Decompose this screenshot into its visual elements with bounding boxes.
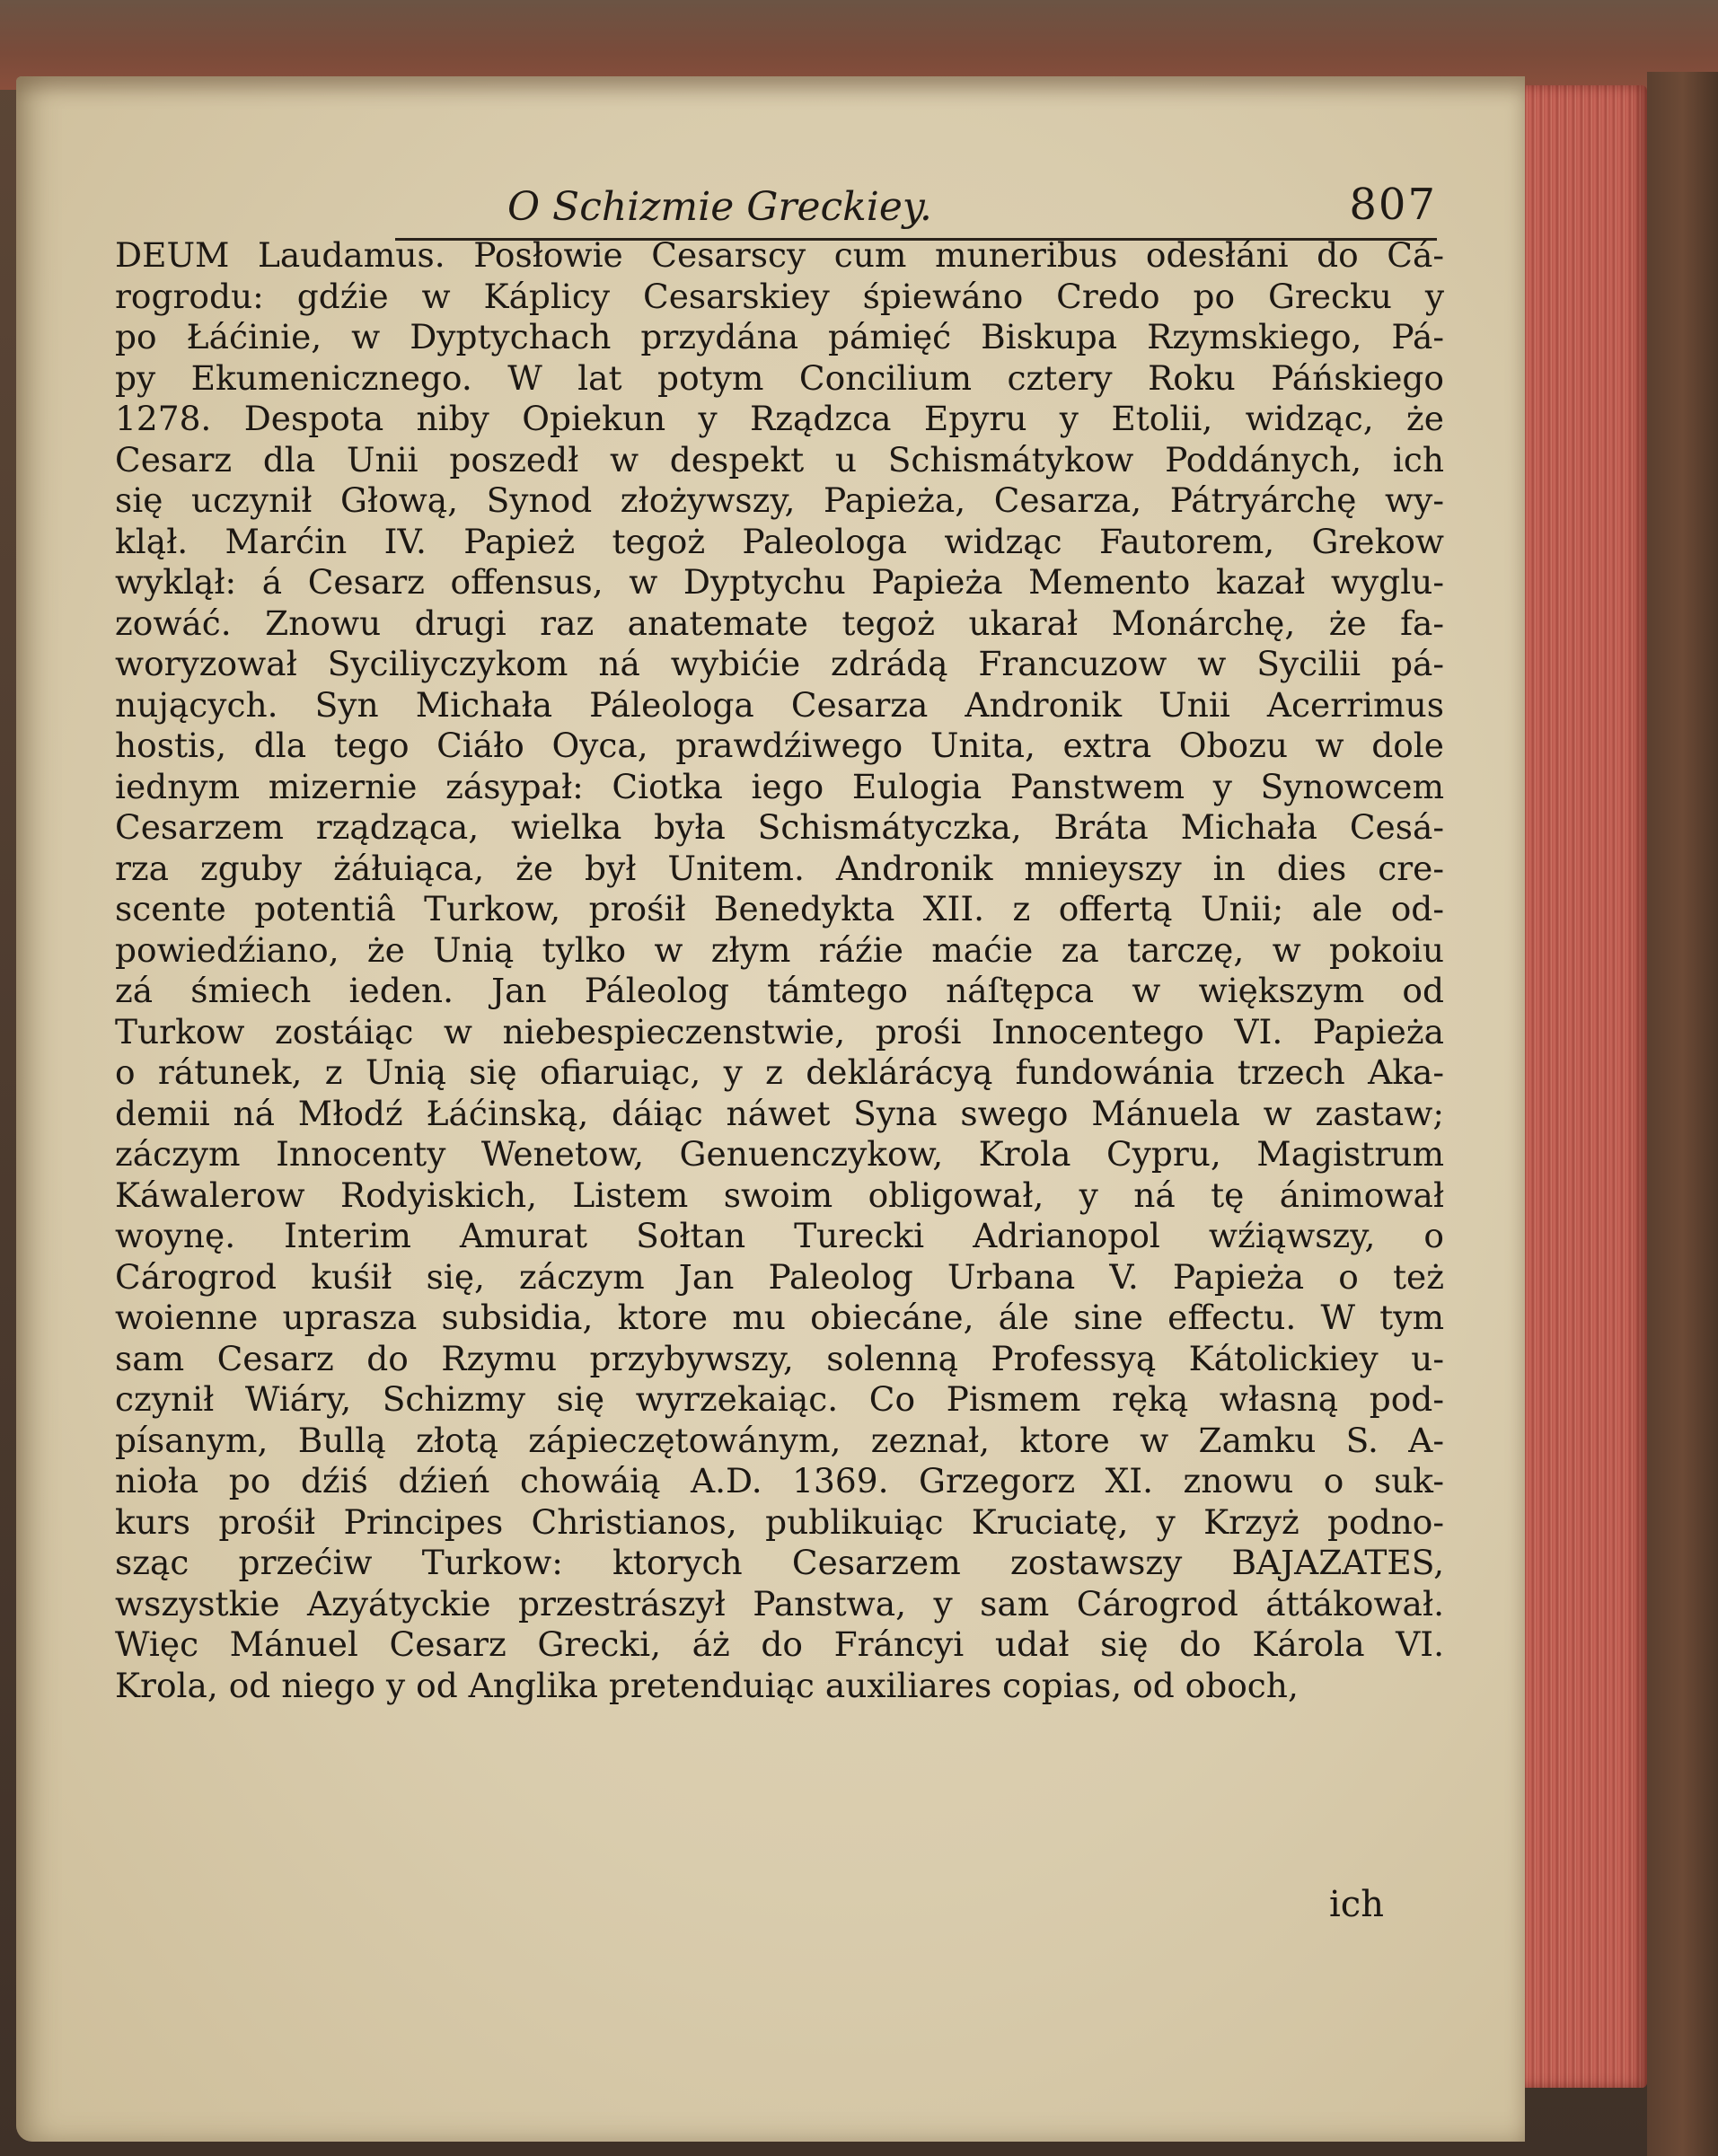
text-line: po Łáćinie, w Dyptychach przydána pámięć Biskupa Rzymskiego, Pá- <box>115 317 1444 356</box>
text-line: 1278. Despota niby Opiekun y Rządzca Epyru y Etolii, widząc, że <box>115 399 1444 438</box>
text-line: DEUM Laudamus. Posłowie Cesarscy cum muneribus odesłáni do Cá- <box>115 235 1444 275</box>
text-line: scente potentiâ Turkow, prośił Benedykta XII. z offertą Unii; ale od- <box>115 889 1444 928</box>
text-line: się uczynił Głową, Synod złożywszy, Papieża, Cesarza, Pátryárchę wy- <box>115 480 1444 520</box>
body-text <box>115 235 1444 1706</box>
text-line: woynę. Interim Amurat Sołtan Turecki Adrianopol wźiąwszy, o <box>115 1216 1444 1255</box>
text-line: Krola, od niego y od Anglika pretenduiąc auxiliares copias, od oboch, <box>115 1665 1299 1705</box>
text-line: sam Cesarz do Rzymu przybywszy, solenną Professyą Kátolickiey u- <box>115 1338 1444 1378</box>
text-line: woienne uprasza subsidia, ktore mu obiecáne, ále sine effectu. W tym <box>115 1298 1444 1337</box>
text-line: záczym Innocenty Wenetow, Genuenczykow, Krola Cypru, Magistrum <box>115 1134 1444 1174</box>
catchword: ich <box>1329 1884 1384 1925</box>
text-line: hostis, dla tego Ciáło Oyca, prawdźiwego Unita, extra Obozu w dole <box>115 726 1444 765</box>
text-line: iednym mizernie zásypał: Ciotka iego Eulogia Panstwem y Synowcem <box>115 766 1444 806</box>
text-line: zá śmiech ieden. Jan Páleolog támtego náſtępca w większym od <box>115 971 1444 1010</box>
text-line: wszystkie Azyátyckie przestrászył Panstwa, y sam Cárogrod áttákował. <box>115 1583 1444 1624</box>
text-line: o rátunek, z Unią się ofiaruiąc, y z deklárácyą fundowánia trzech Aka- <box>115 1052 1444 1092</box>
text-line: czynił Wiáry, Schizmy się wyrzekaiąc. Co Pismem ręką własną pod- <box>115 1379 1444 1419</box>
text-line: nioła po dźiś dźień chowáią A.D. 1369. Grzegorz XI. znowu o suk- <box>115 1461 1444 1500</box>
text-line: písanym, Bullą złotą zápieczętowánym, zeznał, ktore w Zamku S. A- <box>115 1420 1444 1460</box>
text-line: rogrodu: gdźie w Káplicy Cesarskiey śpiewáno Credo po Grecku y <box>115 276 1444 316</box>
text-line: wyklął: á Cesarz offensus, w Dyptychu Papieża Memento kazał wyglu- <box>115 562 1444 602</box>
text-line: rza zguby żáłuiąca, że był Unitem. Andronik mnieyszy in dies cre- <box>115 848 1444 888</box>
book-binding <box>1647 72 1718 2156</box>
text-line: Cárogrod kuśił się, záczym Jan Paleolog Urbana V. Papieża o też <box>115 1256 1444 1297</box>
text-line: sząc przećiw Turkow: ktorych Cesarzem zostawszy BAJAZATES, <box>115 1543 1444 1582</box>
text-line: nujących. Syn Michała Páleologa Cesarza Andronik Unii Acerrimus <box>115 684 1444 725</box>
text-line: klął. Marćin IV. Papież tegoż Paleologa widząc Fautorem, Grekow <box>115 521 1444 561</box>
text-line: woryzował Syciliyczykom ná wybićie zdrádą Francuzow w Sycilii pá- <box>115 644 1444 683</box>
page-number: 807 <box>1349 180 1437 230</box>
text-line: zowáć. Znowu drugi raz anatemate tegoż ukarał Monárchę, że fa- <box>115 603 1444 643</box>
red-page-edges <box>1520 85 1647 2088</box>
text-line: Turkow zostáiąc w niebespieczenstwie, prośi Innocentego VI. Papieża <box>115 1011 1444 1052</box>
text-line: Káwalerow Rodyiskich, Listem swoim obligował, y ná tę ánimował <box>115 1175 1444 1215</box>
text-line: Cesarzem rządząca, wielka była Schismátyczka, Bráta Michała Cesá- <box>115 807 1444 847</box>
text-line: kurs prośił Principes Christianos, publikuiąc Kruciatę, y Krzyż podno- <box>115 1501 1444 1542</box>
text-line: py Ekumenicznego. W lat potym Concilium cztery Roku Páńskiego <box>115 357 1444 398</box>
text-line: demii ná Młodź Łáćinską, dáiąc náwet Syna swego Mánuela w zastaw; <box>115 1093 1444 1133</box>
running-title: O Schizmie Greckiey. <box>507 184 932 230</box>
text-line: Więc Mánuel Cesarz Grecki, áż do Fráncyi udał się do Károla VI. <box>115 1624 1444 1664</box>
text-line: Cesarz dla Unii poszedł w despekt u Schismátykow Poddánych, ich <box>115 439 1444 480</box>
text-line: powiedźiano, że Unią tylko w złym ráźie maćie za tarczę, w pokoiu <box>115 929 1444 970</box>
running-head <box>395 175 1437 241</box>
